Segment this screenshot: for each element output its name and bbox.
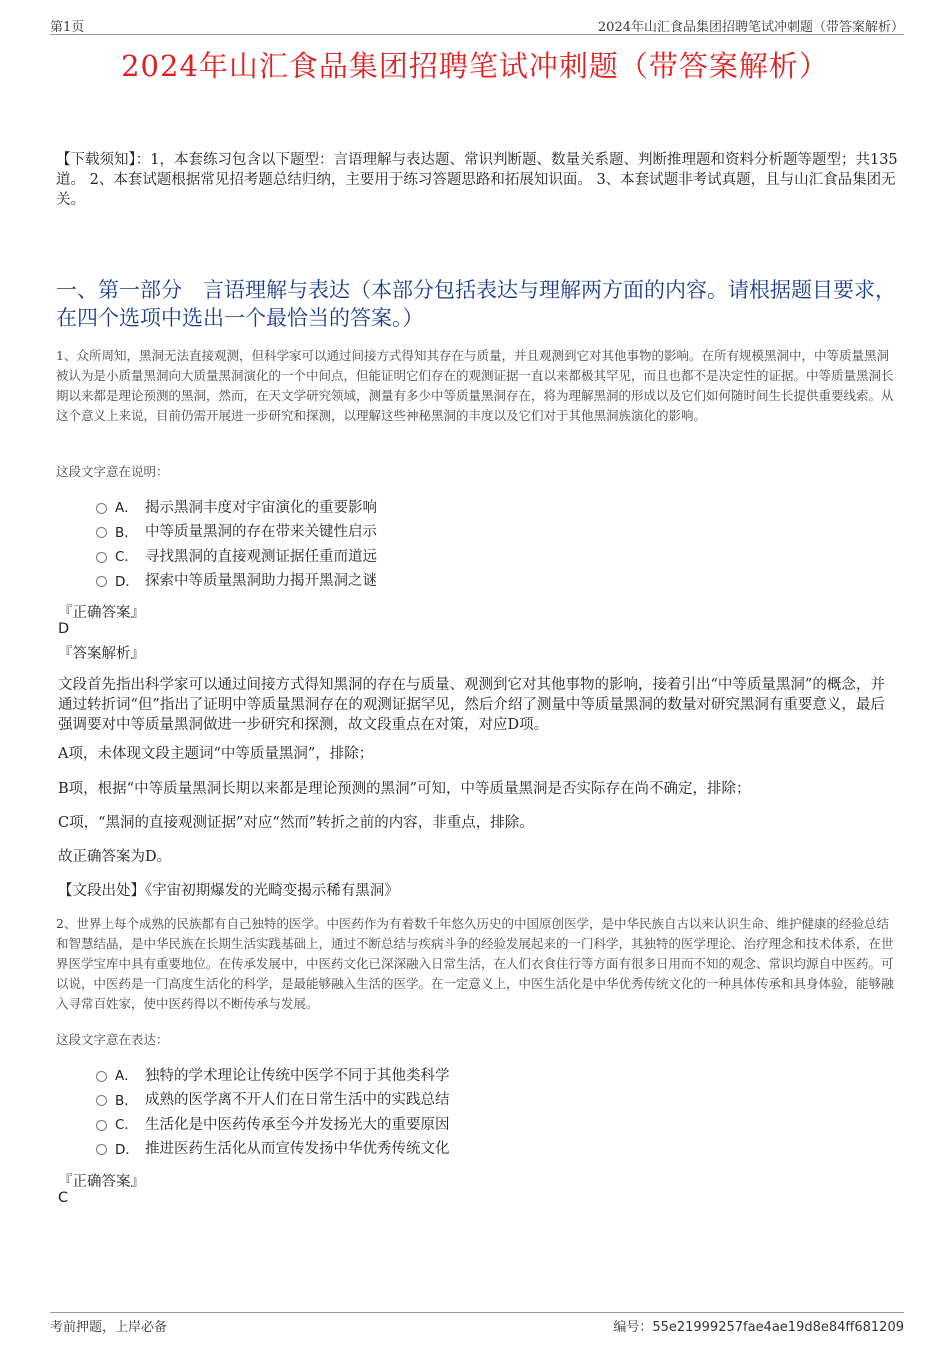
q2-prompt: 这段文字意在表达：: [56, 1032, 169, 1047]
q1-analysis-c: C项，“黑洞的直接观测证据”对应“然而”转折之前的内容，非重点，排除。: [58, 815, 534, 831]
q2-options: [96, 1062, 450, 1160]
q1-option-c[interactable]: C． 寻找黑洞的直接观测证据任重而道远: [96, 543, 377, 568]
radio-icon[interactable]: [96, 1095, 107, 1106]
q1-prompt: 这段文字意在说明：: [56, 464, 169, 479]
q2-stem: 2、世界上每个成熟的民族都有自己独特的医学。中医药作为有着数千年悠久历史的中国原创医学，是中华民族自古以来认识生命、维护健康的经验总结和智慧结晶，是中华民族在长期生活实践基础上，通过不断总结与疾病斗争的经验发展起来的一门科学，其独特的医学理论、治疗理念和技术体系，在世界医学宝库中具有重要地位。在传承发展中，中医药文化已深深融入日常生活，在人们衣食住行等方面有很多日用而不知的观念、常识均源自中医药。可以说，中医药是一门高度生活化的科学，是最能够融入生活的医学。在一定意义上，中医生活化是中华优秀传统文化的一种具体传承和具身体验，能够融入寻常百姓家，使中医药得以不断传承与发展。: [56, 916, 894, 1011]
download-notice: 【下载须知】：1，本套练习包含以下题型：言语理解与表达题、常识判断题、数量关系题、判断推理题和资料分析题等题型；共135道。 2、本套试题根据常见招考题总结归纳，主要用于练习答题思路和拓展知识面。 3、本套试题非考试真题，且与山汇食品集团无关。: [56, 152, 898, 208]
footer-slogan: 考前押题，上岸必备: [50, 1320, 168, 1335]
q2-answer-label: 『正确答案』: [58, 1174, 145, 1190]
q1-analysis-b: B项，根据“中等质量黑洞长期以来都是理论预测的黑洞”可知，中等质量黑洞是否实际存在尚不确定，排除；: [58, 781, 751, 797]
radio-icon[interactable]: [96, 1071, 107, 1082]
document-title: 2024年山汇食品集团招聘笔试冲刺题（带答案解析）: [121, 49, 829, 83]
section-heading: 一、第一部分 言语理解与表达（本部分包括表达与理解两方面的内容。请根据题目要求，在四个选项中选出一个最恰当的答案。）: [56, 278, 896, 330]
page-footer: [50, 1312, 904, 1337]
radio-icon[interactable]: [96, 1120, 107, 1131]
q1-source: 【文段出处】《宇宙初期爆发的光畸变揭示稀有黑洞》: [58, 883, 399, 899]
radio-icon[interactable]: [96, 527, 107, 538]
q2-option-d[interactable]: D． 推进医药生活化从而宣传发扬中华优秀传统文化: [96, 1136, 450, 1161]
q1-option-d[interactable]: D． 探索中等质量黑洞助力揭开黑洞之谜: [96, 568, 377, 593]
page-header: [50, 14, 904, 35]
q1-option-b[interactable]: B． 中等质量黑洞的存在带来关键性启示: [96, 519, 377, 544]
q2-answer: C: [58, 1190, 69, 1206]
q1-answer-label: 『正确答案』: [58, 605, 145, 621]
footer-serial: 编号：55e21999257fae4ae19d8e84ff681209: [613, 1320, 904, 1335]
q1-analysis-conclusion: 故正确答案为D。: [58, 849, 172, 865]
q1-analysis-main: 文段首先指出科学家可以通过间接方式得知黑洞的存在与质量、观测到它对其他事物的影响，接着引出“中等质量黑洞”的概念，并通过转折词“但”指出了证明中等质量黑洞存在的观测证据罕见，然后介绍了测量中等质量黑洞的数量对研究黑洞有重要意义，最后强调要对中等质量黑洞做进一步研究和探测，故文段重点在对策，对应D项。: [58, 677, 885, 733]
q1-stem: 1、众所周知，黑洞无法直接观测，但科学家可以通过间接方式得知其存在与质量，并且观测到它对其他事物的影响。在所有规模黑洞中，中等质量黑洞被认为是小质量黑洞向大质量黑洞演化的一个中间点，但能证明它们存在的观测证据一直以来都极其罕见，而且也都不是决定性的证据。中等质量黑洞长期以来都是理论预测的黑洞，然而，在天文学研究领域，测量有多少中等质量黑洞存在，将为理解黑洞的形成以及它们如何随时间生长提供重要线索。从这个意义上来说，目前仍需开展进一步研究和探测，以理解这些神秘黑洞的丰度以及它们对于其他黑洞族演化的影响。: [56, 348, 894, 423]
q2-option-b[interactable]: B． 成熟的医学离不开人们在日常生活中的实践总结: [96, 1087, 450, 1112]
page-number: 第1页: [50, 20, 85, 35]
radio-icon[interactable]: [96, 576, 107, 587]
q2-option-c[interactable]: C． 生活化是中医药传承至今并发扬光大的重要原因: [96, 1111, 450, 1136]
q1-options: [96, 494, 377, 592]
q1-option-a[interactable]: A． 揭示黑洞丰度对宇宙演化的重要影响: [96, 494, 377, 519]
q2-option-a[interactable]: A． 独特的学术理论让传统中医学不同于其他类科学: [96, 1062, 450, 1087]
radio-icon[interactable]: [96, 552, 107, 563]
radio-icon[interactable]: [96, 503, 107, 514]
q1-answer: D: [58, 621, 70, 637]
q1-analysis-a: A项，未体现文段主题词“中等质量黑洞”，排除；: [58, 746, 374, 762]
header-doc-title: 2024年山汇食品集团招聘笔试冲刺题（带答案解析）: [597, 20, 904, 35]
radio-icon[interactable]: [96, 1144, 107, 1155]
q1-analysis-label: 『答案解析』: [58, 646, 145, 662]
